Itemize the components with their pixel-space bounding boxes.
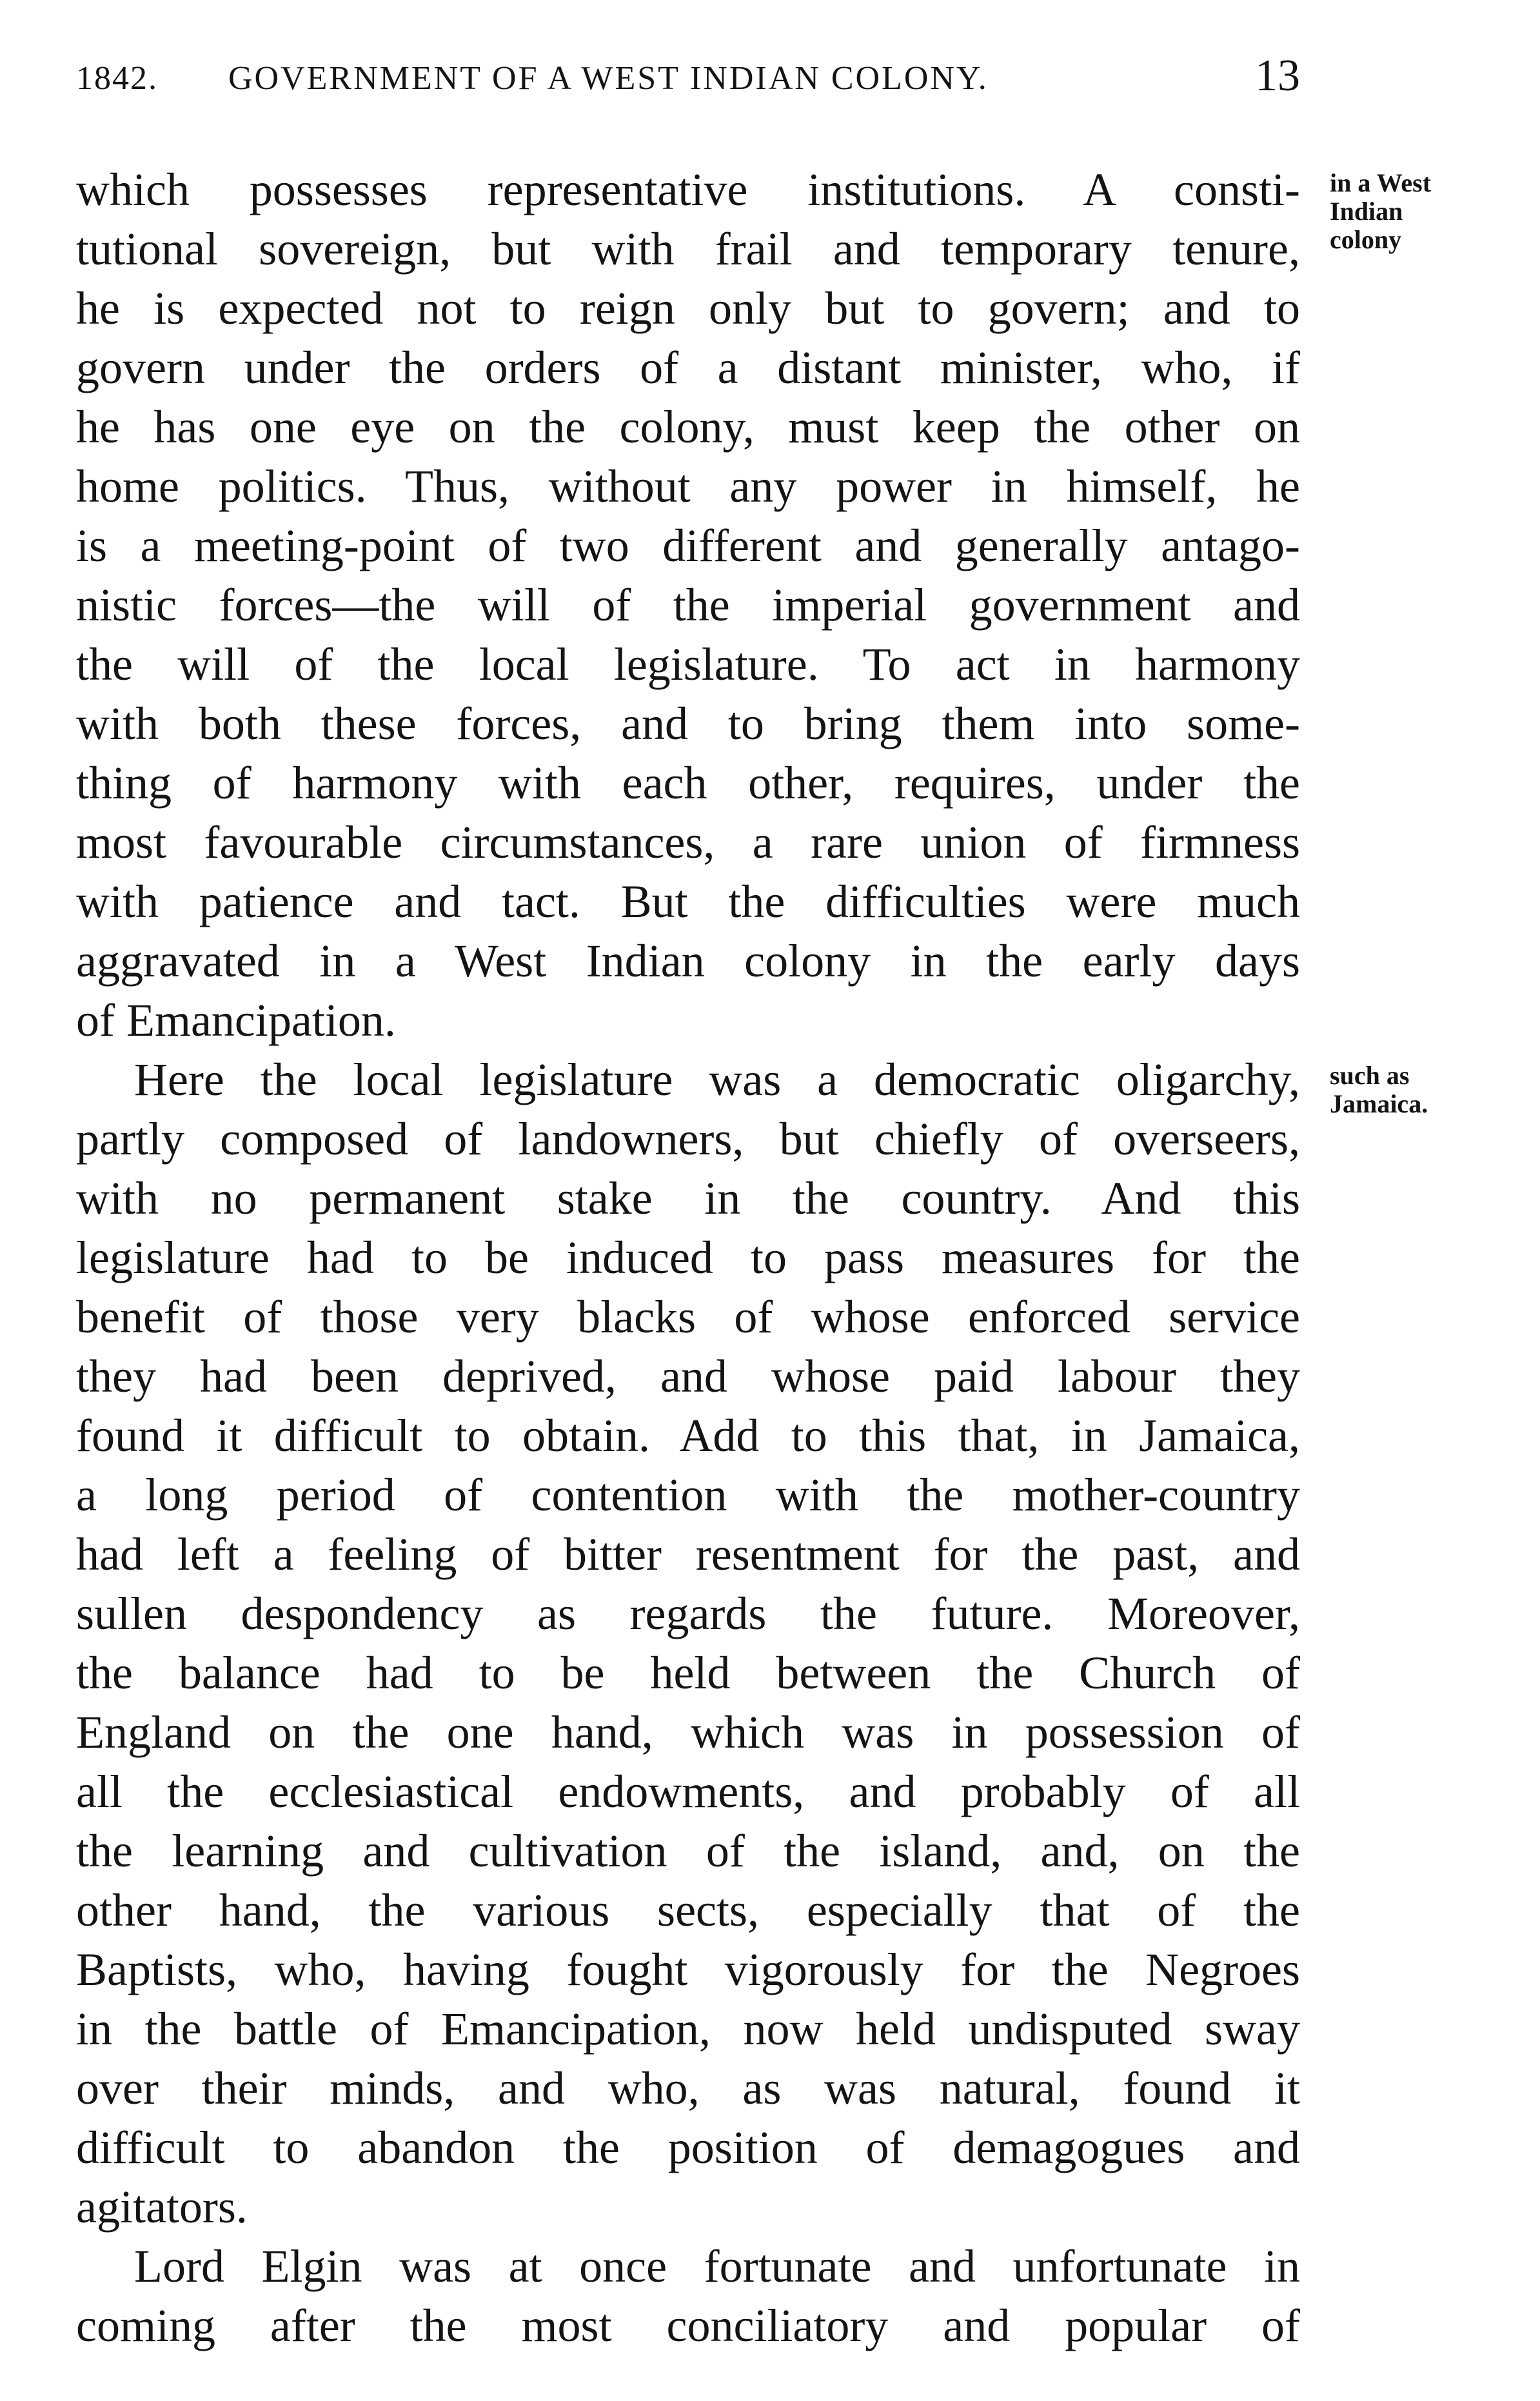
header-title: GOVERNMENT OF A WEST INDIAN COLONY.	[228, 60, 989, 97]
text-line: thing of harmony with each other, requires, under the	[76, 757, 1300, 809]
paragraph	[76, 2237, 1300, 2355]
running-header	[76, 51, 1301, 112]
text-line: partly composed of landowners, but chiefly of overseers,	[76, 1113, 1300, 1165]
text-line: Here the local legislature was a democratic oligarchy,	[134, 1054, 1300, 1105]
header-year: 1842.	[76, 60, 158, 97]
text-line: agitators.	[76, 2181, 248, 2233]
page-number: 13	[1255, 51, 1300, 101]
text-line: a long period of contention with the mother-country	[76, 1469, 1300, 1521]
text-line: tutional sovereign, but with frail and temporary tenure,	[76, 223, 1300, 275]
text-line: which possesses representative institutions. A consti-	[76, 164, 1300, 215]
text-line: home politics. Thus, without any power in himself, he	[76, 460, 1300, 512]
margin-note-jamaica	[1330, 1062, 1428, 1118]
text-line: all the ecclesiastical endowments, and probably of all	[76, 1766, 1300, 1817]
text-line: found it difficult to obtain. Add to this that, in Jamaica,	[76, 1410, 1300, 1461]
margin-note-line: such as	[1330, 1061, 1410, 1090]
paragraph	[76, 160, 1300, 1050]
text-line: difficult to abandon the position of demagogues and	[76, 2122, 1300, 2173]
text-line: benefit of those very blacks of whose enforced service	[76, 1291, 1300, 1343]
text-line: other hand, the various sects, especially that of the	[76, 1884, 1300, 1936]
text-line: they had been deprived, and whose paid labour they	[76, 1350, 1300, 1402]
text-line: Baptists, who, having fought vigorously for the Negroes	[76, 1944, 1300, 1995]
paragraph	[76, 1050, 1300, 2237]
text-line: sullen despondency as regards the future. Moreover,	[76, 1588, 1300, 1639]
text-line: with patience and tact. But the difficulties were much	[76, 876, 1300, 927]
margin-note-line: colony	[1330, 225, 1402, 254]
text-line: the learning and cultivation of the island, and, on the	[76, 1825, 1300, 1877]
text-line: nistic forces—the will of the imperial government and	[76, 579, 1300, 631]
margin-note-line: Indian	[1330, 197, 1403, 226]
text-line: is a meeting-point of two different and generally antago-	[76, 520, 1300, 571]
text-line: the will of the local legislature. To act in harmony	[76, 638, 1300, 690]
text-line: legislature had to be induced to pass measures for the	[76, 1232, 1300, 1283]
text-line: aggravated in a West Indian colony in the early days	[76, 935, 1300, 987]
text-line: had left a feeling of bitter resentment for the past, and	[76, 1528, 1300, 1580]
margin-note-west-indian-colony	[1330, 169, 1431, 254]
text-line: of Emancipation.	[76, 994, 396, 1046]
margin-note-line: Jamaica.	[1330, 1089, 1428, 1118]
text-line: with no permanent stake in the country. And this	[76, 1172, 1300, 1224]
text-line: he is expected not to reign only but to govern; and to	[76, 282, 1300, 334]
text-line: coming after the most conciliatory and popular of	[76, 2300, 1300, 2351]
text-line: most favourable circumstances, a rare union of firmness	[76, 816, 1300, 868]
margin-note-line: in a West	[1330, 168, 1432, 197]
text-line: the balance had to be held between the Church of	[76, 1647, 1300, 1699]
text-line: Lord Elgin was at once fortunate and unfortunate in	[134, 2240, 1300, 2292]
body-text	[76, 160, 1300, 2355]
text-line: over their minds, and who, as was natural, found it	[76, 2062, 1300, 2114]
text-line: he has one eye on the colony, must keep the other on	[76, 401, 1300, 453]
text-line: govern under the orders of a distant minister, who, if	[76, 342, 1300, 393]
text-line: in the battle of Emancipation, now held undisputed sway	[76, 2003, 1300, 2055]
text-line: with both these forces, and to bring them into some-	[76, 698, 1300, 749]
text-line: England on the one hand, which was in possession of	[76, 1706, 1300, 1758]
